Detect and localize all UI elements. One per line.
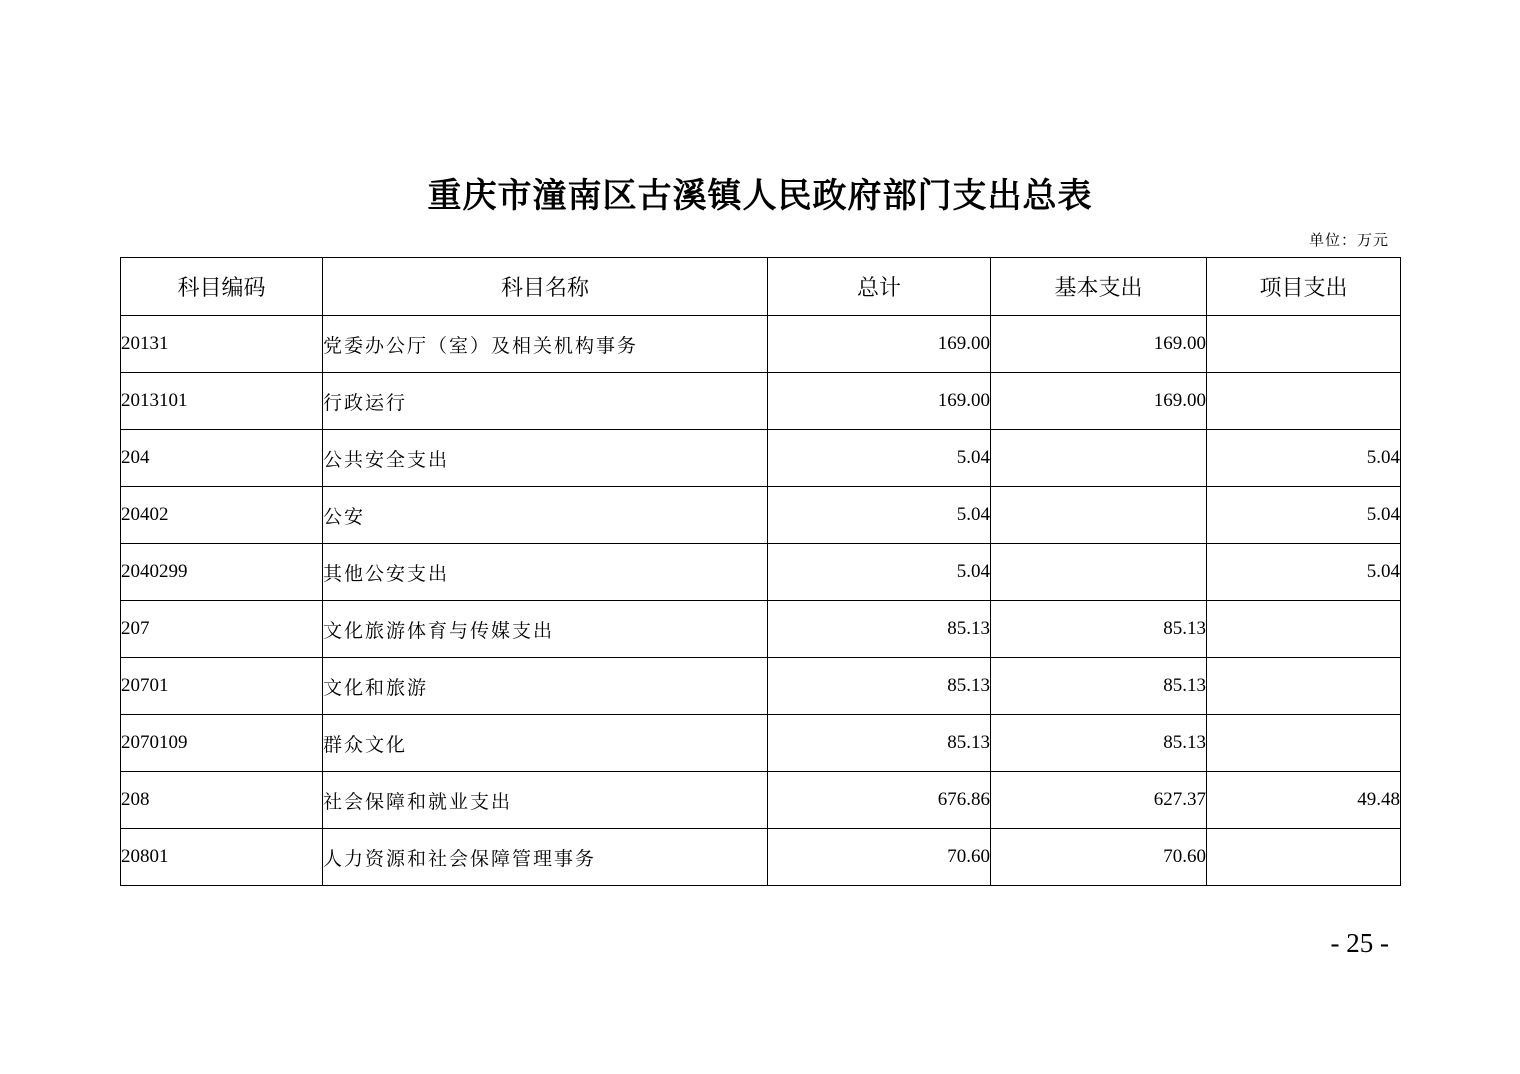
cell-project — [1207, 316, 1401, 373]
cell-basic: 85.13 — [991, 601, 1207, 658]
cell-total: 85.13 — [768, 715, 991, 772]
cell-code: 20801 — [121, 829, 323, 886]
page-number: - 25 - — [1330, 928, 1389, 958]
table-row — [121, 715, 1401, 772]
cell-name: 公安 — [323, 487, 768, 544]
cell-name: 文化和旅游 — [323, 658, 768, 715]
table-row — [121, 316, 1401, 373]
header-name: 科目名称 — [323, 258, 768, 316]
cell-total: 169.00 — [768, 316, 991, 373]
table-row — [121, 430, 1401, 487]
cell-name: 行政运行 — [323, 373, 768, 430]
cell-basic: 70.60 — [991, 829, 1207, 886]
cell-basic — [991, 544, 1207, 601]
table-row — [121, 829, 1401, 886]
unit-label: 单位：万元 — [1308, 231, 1389, 249]
cell-name: 文化旅游体育与传媒支出 — [323, 601, 768, 658]
cell-project: 5.04 — [1207, 430, 1401, 487]
table-row — [121, 772, 1401, 829]
cell-name: 其他公安支出 — [323, 544, 768, 601]
cell-basic: 85.13 — [991, 658, 1207, 715]
cell-total: 5.04 — [768, 544, 991, 601]
cell-code: 20131 — [121, 316, 323, 373]
header-project: 项目支出 — [1207, 258, 1401, 316]
header-total: 总计 — [768, 258, 991, 316]
cell-name: 党委办公厅（室）及相关机构事务 — [323, 316, 768, 373]
cell-code: 204 — [121, 430, 323, 487]
expenditure-table — [120, 257, 1401, 886]
cell-code: 2040299 — [121, 544, 323, 601]
cell-name: 群众文化 — [323, 715, 768, 772]
cell-name: 人力资源和社会保障管理事务 — [323, 829, 768, 886]
cell-project — [1207, 829, 1401, 886]
cell-total: 169.00 — [768, 373, 991, 430]
cell-name: 社会保障和就业支出 — [323, 772, 768, 829]
table-row — [121, 373, 1401, 430]
cell-project — [1207, 715, 1401, 772]
cell-project — [1207, 373, 1401, 430]
cell-code: 2070109 — [121, 715, 323, 772]
cell-basic: 85.13 — [991, 715, 1207, 772]
header-basic: 基本支出 — [991, 258, 1207, 316]
cell-project: 5.04 — [1207, 544, 1401, 601]
cell-code: 207 — [121, 601, 323, 658]
table-row — [121, 544, 1401, 601]
cell-name: 公共安全支出 — [323, 430, 768, 487]
cell-code: 20402 — [121, 487, 323, 544]
cell-code: 2013101 — [121, 373, 323, 430]
header-code: 科目编码 — [121, 258, 323, 316]
cell-total: 85.13 — [768, 658, 991, 715]
cell-total: 676.86 — [768, 772, 991, 829]
cell-total: 5.04 — [768, 487, 991, 544]
cell-total: 5.04 — [768, 430, 991, 487]
cell-project: 5.04 — [1207, 487, 1401, 544]
cell-basic — [991, 487, 1207, 544]
cell-code: 208 — [121, 772, 323, 829]
table-row — [121, 487, 1401, 544]
cell-basic: 627.37 — [991, 772, 1207, 829]
cell-project: 49.48 — [1207, 772, 1401, 829]
cell-total: 70.60 — [768, 829, 991, 886]
cell-basic — [991, 430, 1207, 487]
cell-basic: 169.00 — [991, 373, 1207, 430]
table-row — [121, 658, 1401, 715]
table-row — [121, 601, 1401, 658]
cell-basic: 169.00 — [991, 316, 1207, 373]
page-title: 重庆市潼南区古溪镇人民政府部门支出总表 — [427, 176, 1093, 216]
cell-project — [1207, 601, 1401, 658]
cell-project — [1207, 658, 1401, 715]
cell-total: 85.13 — [768, 601, 991, 658]
table-header-row — [121, 258, 1401, 316]
cell-code: 20701 — [121, 658, 323, 715]
